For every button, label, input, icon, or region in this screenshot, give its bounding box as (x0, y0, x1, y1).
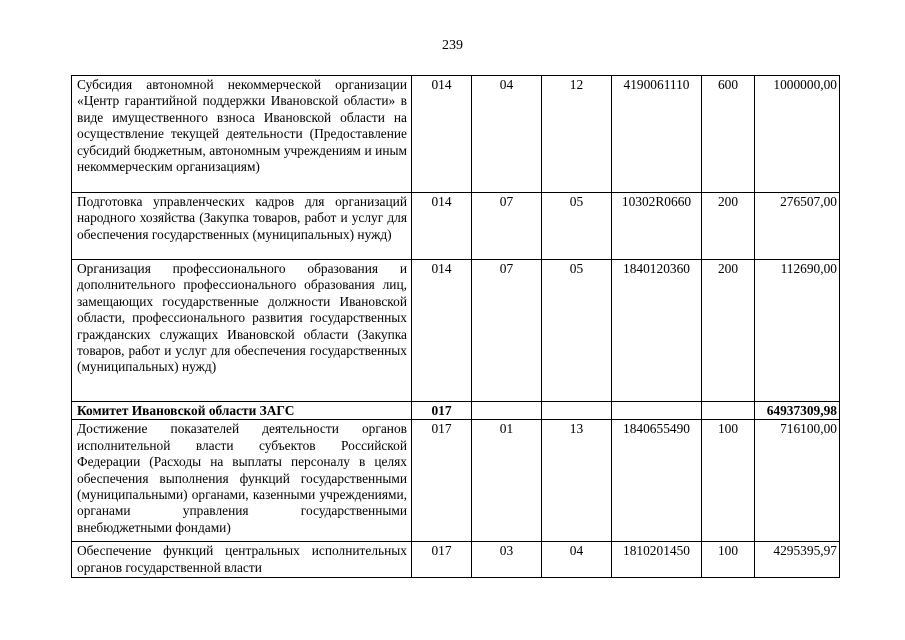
row-vr-code: 600 (702, 76, 755, 193)
row-gr-code: 017 (412, 542, 472, 578)
row-gr-code: 017 (412, 420, 472, 542)
budget-table (71, 75, 840, 578)
row-gr-code: 017 (412, 402, 472, 420)
row-sum: 276507,00 (755, 193, 840, 260)
table-row (72, 193, 840, 260)
row-csr-code: 1810201450 (612, 542, 702, 578)
row-rz-code: 07 (472, 193, 542, 260)
row-sum: 4295395,97 (755, 542, 840, 578)
row-sum: 716100,00 (755, 420, 840, 542)
row-pr-code: 05 (542, 260, 612, 402)
row-sum: 1000000,00 (755, 76, 840, 193)
row-description: Достижение показателей деятельности органов исполнительной власти субъектов Российской Федерации (Расходы на выплаты персоналу в целях обеспечения выполнения функций государственными (муниципальными) органами, казенными учреждениями, органами управления государственными внебюджетными фондами) (72, 420, 412, 542)
row-rz-code: 07 (472, 260, 542, 402)
table-row (72, 542, 840, 578)
table-row (72, 76, 840, 193)
row-gr-code: 014 (412, 193, 472, 260)
row-pr-code: 12 (542, 76, 612, 193)
row-rz-code: 03 (472, 542, 542, 578)
row-vr-code: 100 (702, 420, 755, 542)
row-description: Организация профессионального образования и дополнительного профессионального образования лиц, замещающих государственные должности Ивановской области, профессионального развития государственных гражданских служащих Ивановской области (Закупка товаров, работ и услуг для обеспечения государственных (муниципальных) нужд) (72, 260, 412, 402)
row-csr-code: 4190061110 (612, 76, 702, 193)
row-csr-code: 1840655490 (612, 420, 702, 542)
row-sum: 112690,00 (755, 260, 840, 402)
row-gr-code: 014 (412, 260, 472, 402)
row-gr-code: 014 (412, 76, 472, 193)
row-rz-code: 04 (472, 76, 542, 193)
row-vr-code: 200 (702, 193, 755, 260)
row-description: Подготовка управленческих кадров для организаций народного хозяйства (Закупка товаров, работ и услуг для обеспечения государственных (муниципальных) нужд) (72, 193, 412, 260)
row-rz-code (472, 402, 542, 420)
row-rz-code: 01 (472, 420, 542, 542)
page-number: 239 (442, 38, 463, 53)
table-row (72, 260, 840, 402)
row-pr-code: 13 (542, 420, 612, 542)
table-row-section-header (72, 402, 840, 420)
row-description: Субсидия автономной некоммерческой организации «Центр гарантийной поддержки Ивановской области» в виде имущественного взноса Ивановской области на осуществление текущей деятельности (Предоставление субсидий бюджетным, автономным учреждениям и иным некоммерческим организациям) (72, 76, 412, 193)
row-pr-code (542, 402, 612, 420)
row-pr-code: 04 (542, 542, 612, 578)
row-sum: 64937309,98 (755, 402, 840, 420)
row-pr-code: 05 (542, 193, 612, 260)
row-vr-code: 100 (702, 542, 755, 578)
row-csr-code (612, 402, 702, 420)
row-vr-code (702, 402, 755, 420)
row-csr-code: 1840120360 (612, 260, 702, 402)
row-csr-code: 10302R0660 (612, 193, 702, 260)
row-vr-code: 200 (702, 260, 755, 402)
table-row (72, 420, 840, 542)
row-description: Обеспечение функций центральных исполнительных органов государственной власти (72, 542, 412, 578)
row-description: Комитет Ивановской области ЗАГС (72, 402, 412, 420)
